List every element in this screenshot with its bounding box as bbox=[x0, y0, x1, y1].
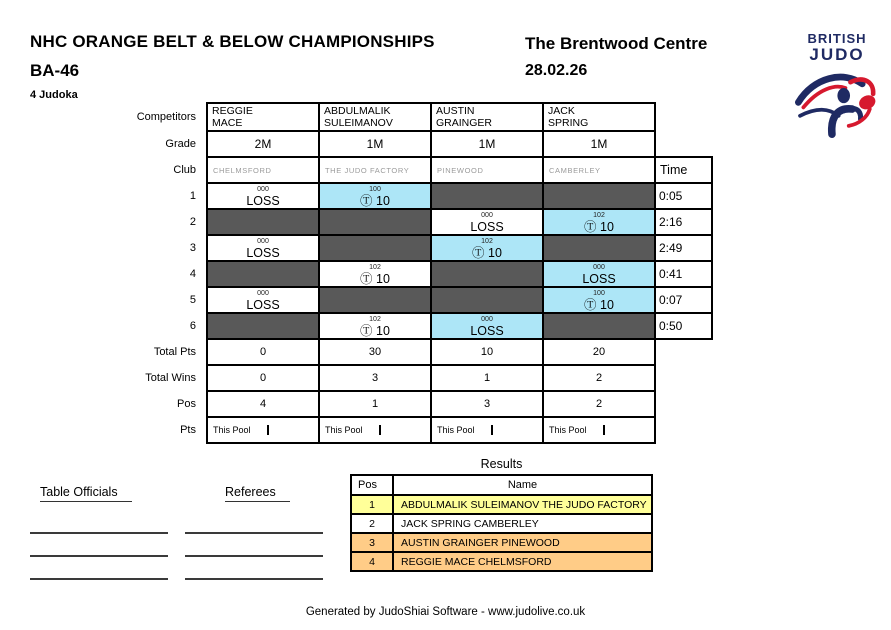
first-name: AUSTIN bbox=[436, 105, 475, 117]
score-label: Ⓣ 10 bbox=[360, 271, 390, 286]
match-cell bbox=[207, 183, 319, 209]
club-value: PINEWOOD bbox=[431, 157, 543, 183]
spacer bbox=[655, 391, 712, 417]
score-code: 000 bbox=[257, 185, 269, 193]
result-name: ABDULMALIK SULEIMANOV THE JUDO FACTORY bbox=[393, 495, 652, 514]
total-wins-value: 2 bbox=[543, 365, 655, 391]
match-cell bbox=[431, 313, 543, 339]
signature-line bbox=[30, 511, 168, 534]
match-cell bbox=[543, 209, 655, 235]
results-name-header: Name bbox=[393, 475, 652, 495]
time-column-header: Time bbox=[655, 157, 712, 183]
match-cell bbox=[207, 235, 319, 261]
match-cell bbox=[543, 183, 655, 209]
match-cell bbox=[319, 313, 431, 339]
match-cell bbox=[543, 261, 655, 287]
referees-section bbox=[185, 483, 325, 580]
match-row-5 bbox=[130, 287, 712, 313]
referees-heading: Referees bbox=[225, 485, 290, 502]
score-code: 100 bbox=[369, 185, 381, 193]
spacer bbox=[655, 365, 712, 391]
score-code bbox=[320, 245, 430, 253]
score-label: Ⓣ 10 bbox=[584, 219, 614, 234]
score-code bbox=[432, 271, 542, 279]
score-code bbox=[208, 323, 318, 331]
score-label: Ⓣ 10 bbox=[360, 323, 390, 338]
total-pts-value: 20 bbox=[543, 339, 655, 365]
match-time: 2:49 bbox=[655, 235, 712, 261]
results-section bbox=[350, 457, 653, 572]
row-label-club: Club bbox=[130, 157, 207, 183]
logo-text-judo: JUDO bbox=[809, 45, 865, 64]
match-number: 3 bbox=[130, 235, 207, 261]
match-cell bbox=[319, 183, 431, 209]
match-time: 2:16 bbox=[655, 209, 712, 235]
score-code bbox=[320, 297, 430, 305]
results-title: Results bbox=[480, 457, 523, 471]
first-name: JACK bbox=[548, 105, 575, 117]
score-label: LOSS bbox=[246, 297, 280, 312]
score-code bbox=[432, 297, 542, 305]
match-time: 0:50 bbox=[655, 313, 712, 339]
match-cell bbox=[207, 287, 319, 313]
match-number: 5 bbox=[130, 287, 207, 313]
results-row-4 bbox=[351, 552, 652, 571]
match-cell bbox=[431, 235, 543, 261]
this-pool-label: This Pool bbox=[544, 425, 605, 435]
score-code: 102 bbox=[369, 263, 381, 271]
match-cell bbox=[207, 313, 319, 339]
position-value: 3 bbox=[431, 391, 543, 417]
first-name: ABDULMALIK bbox=[324, 105, 391, 117]
position-row bbox=[130, 391, 712, 417]
match-time: 0:07 bbox=[655, 287, 712, 313]
total-wins-value: 3 bbox=[319, 365, 431, 391]
position-value: 1 bbox=[319, 391, 431, 417]
score-label: Ⓣ 10 bbox=[584, 297, 614, 312]
signature-line bbox=[30, 557, 168, 580]
spacer bbox=[655, 131, 712, 157]
result-name: JACK SPRING CAMBERLEY bbox=[393, 514, 652, 533]
match-time: 0:05 bbox=[655, 183, 712, 209]
total-wins-value: 1 bbox=[431, 365, 543, 391]
results-pos-header: Pos bbox=[351, 475, 393, 495]
pts-cell bbox=[431, 417, 543, 443]
score-code bbox=[208, 271, 318, 279]
club-value: CHELMSFORD bbox=[207, 157, 319, 183]
match-cell bbox=[431, 287, 543, 313]
match-cell bbox=[319, 209, 431, 235]
club-value: THE JUDO FACTORY bbox=[319, 157, 431, 183]
this-pool-label: This Pool bbox=[320, 425, 381, 435]
signature-line bbox=[30, 534, 168, 557]
score-label: LOSS bbox=[470, 323, 504, 338]
result-pos: 1 bbox=[351, 495, 393, 514]
last-name: SPRING bbox=[548, 117, 589, 129]
competitor-name bbox=[319, 103, 431, 131]
grade-row bbox=[130, 131, 712, 157]
last-name: GRAINGER bbox=[436, 117, 493, 129]
match-row-4 bbox=[130, 261, 712, 287]
row-label-total-pts: Total Pts bbox=[130, 339, 207, 365]
result-pos: 4 bbox=[351, 552, 393, 571]
match-time: 0:41 bbox=[655, 261, 712, 287]
club-value: CAMBERLEY bbox=[543, 157, 655, 183]
match-row-1 bbox=[130, 183, 712, 209]
generator-credit: Generated by JudoShiai Software - www.judolive.co.uk bbox=[305, 606, 586, 618]
category-code: BA-46 bbox=[30, 61, 80, 80]
score-code: 000 bbox=[593, 263, 605, 271]
score-code bbox=[544, 323, 654, 331]
score-label: LOSS bbox=[470, 219, 504, 234]
table-officials-heading: Table Officials bbox=[40, 485, 132, 502]
match-number: 4 bbox=[130, 261, 207, 287]
row-label-competitors: Competitors bbox=[130, 103, 207, 131]
match-cell bbox=[319, 287, 431, 313]
score-code bbox=[544, 193, 654, 201]
logo-text-british: BRITISH bbox=[807, 31, 867, 46]
this-pool-label: This Pool bbox=[432, 425, 493, 435]
position-value: 2 bbox=[543, 391, 655, 417]
grade-value: 1M bbox=[543, 131, 655, 157]
this-pool-label: This Pool bbox=[208, 425, 269, 435]
spacer bbox=[655, 417, 712, 443]
match-cell bbox=[543, 287, 655, 313]
spacer bbox=[655, 339, 712, 365]
total-pts-value: 10 bbox=[431, 339, 543, 365]
score-code: 000 bbox=[481, 211, 493, 219]
event-date: 28.02.26 bbox=[525, 62, 588, 79]
results-header-row bbox=[351, 475, 652, 495]
british-judo-logo bbox=[793, 32, 881, 146]
judo-throw-figure-icon bbox=[795, 67, 879, 141]
score-label: LOSS bbox=[582, 271, 616, 286]
result-name: REGGIE MACE CHELMSFORD bbox=[393, 552, 652, 571]
match-cell bbox=[431, 209, 543, 235]
match-number: 6 bbox=[130, 313, 207, 339]
judoka-count: 4 Judoka bbox=[30, 89, 78, 101]
pts-blank bbox=[493, 425, 543, 435]
pts-cell bbox=[543, 417, 655, 443]
header bbox=[30, 32, 435, 101]
results-row-3 bbox=[351, 533, 652, 552]
match-row-3 bbox=[130, 235, 712, 261]
match-number: 2 bbox=[130, 209, 207, 235]
score-label: LOSS bbox=[246, 245, 280, 260]
pts-blank bbox=[381, 425, 431, 435]
competition-title: NHC ORANGE BELT & BELOW CHAMPIONSHIPS bbox=[30, 32, 435, 51]
score-code: 000 bbox=[257, 289, 269, 297]
first-name: REGGIE bbox=[212, 105, 253, 117]
spacer bbox=[655, 103, 712, 131]
score-code: 102 bbox=[593, 211, 605, 219]
result-pos: 3 bbox=[351, 533, 393, 552]
grade-value: 1M bbox=[319, 131, 431, 157]
match-number: 1 bbox=[130, 183, 207, 209]
row-label-grade: Grade bbox=[130, 131, 207, 157]
total-pts-value: 30 bbox=[319, 339, 431, 365]
total-pts-row bbox=[130, 339, 712, 365]
score-code bbox=[544, 245, 654, 253]
pts-blank bbox=[605, 425, 655, 435]
row-label-total-wins: Total Wins bbox=[130, 365, 207, 391]
match-cell bbox=[543, 235, 655, 261]
competitor-name bbox=[543, 103, 655, 131]
results-row-1 bbox=[351, 495, 652, 514]
last-name: MACE bbox=[212, 117, 243, 129]
match-cell bbox=[431, 183, 543, 209]
match-row-6 bbox=[130, 313, 712, 339]
score-code: 100 bbox=[593, 289, 605, 297]
table-officials-section bbox=[30, 483, 170, 580]
total-wins-row bbox=[130, 365, 712, 391]
signature-line bbox=[185, 534, 323, 557]
pts-row bbox=[130, 417, 712, 443]
venue-name: The Brentwood Centre bbox=[525, 34, 708, 53]
result-pos: 2 bbox=[351, 514, 393, 533]
pts-cell bbox=[319, 417, 431, 443]
match-cell bbox=[543, 313, 655, 339]
signature-line bbox=[185, 557, 323, 580]
pool-matrix bbox=[130, 102, 713, 444]
score-code: 000 bbox=[257, 237, 269, 245]
position-value: 4 bbox=[207, 391, 319, 417]
score-label: Ⓣ 10 bbox=[360, 193, 390, 208]
score-label: LOSS bbox=[246, 193, 280, 208]
match-cell bbox=[431, 261, 543, 287]
signature-line bbox=[185, 511, 323, 534]
grade-value: 1M bbox=[431, 131, 543, 157]
competitor-name bbox=[431, 103, 543, 131]
results-table bbox=[350, 474, 653, 572]
result-name: AUSTIN GRAINGER PINEWOOD bbox=[393, 533, 652, 552]
match-cell bbox=[319, 235, 431, 261]
competitor-name bbox=[207, 103, 319, 131]
grade-value: 2M bbox=[207, 131, 319, 157]
match-cell bbox=[207, 209, 319, 235]
row-label-pts: Pts bbox=[130, 417, 207, 443]
results-row-2 bbox=[351, 514, 652, 533]
match-row-2 bbox=[130, 209, 712, 235]
score-code bbox=[208, 219, 318, 227]
score-code: 000 bbox=[481, 315, 493, 323]
venue-block bbox=[525, 34, 707, 80]
pts-cell bbox=[207, 417, 319, 443]
match-cell bbox=[319, 261, 431, 287]
last-name: SULEIMANOV bbox=[324, 117, 393, 129]
score-label: Ⓣ 10 bbox=[472, 245, 502, 260]
score-code: 102 bbox=[369, 315, 381, 323]
score-code bbox=[432, 193, 542, 201]
total-wins-value: 0 bbox=[207, 365, 319, 391]
score-code: 102 bbox=[481, 237, 493, 245]
club-row bbox=[130, 157, 712, 183]
row-label-pos: Pos bbox=[130, 391, 207, 417]
competitors-row bbox=[130, 103, 712, 131]
score-code bbox=[320, 219, 430, 227]
match-cell bbox=[207, 261, 319, 287]
pts-blank bbox=[269, 425, 319, 435]
total-pts-value: 0 bbox=[207, 339, 319, 365]
